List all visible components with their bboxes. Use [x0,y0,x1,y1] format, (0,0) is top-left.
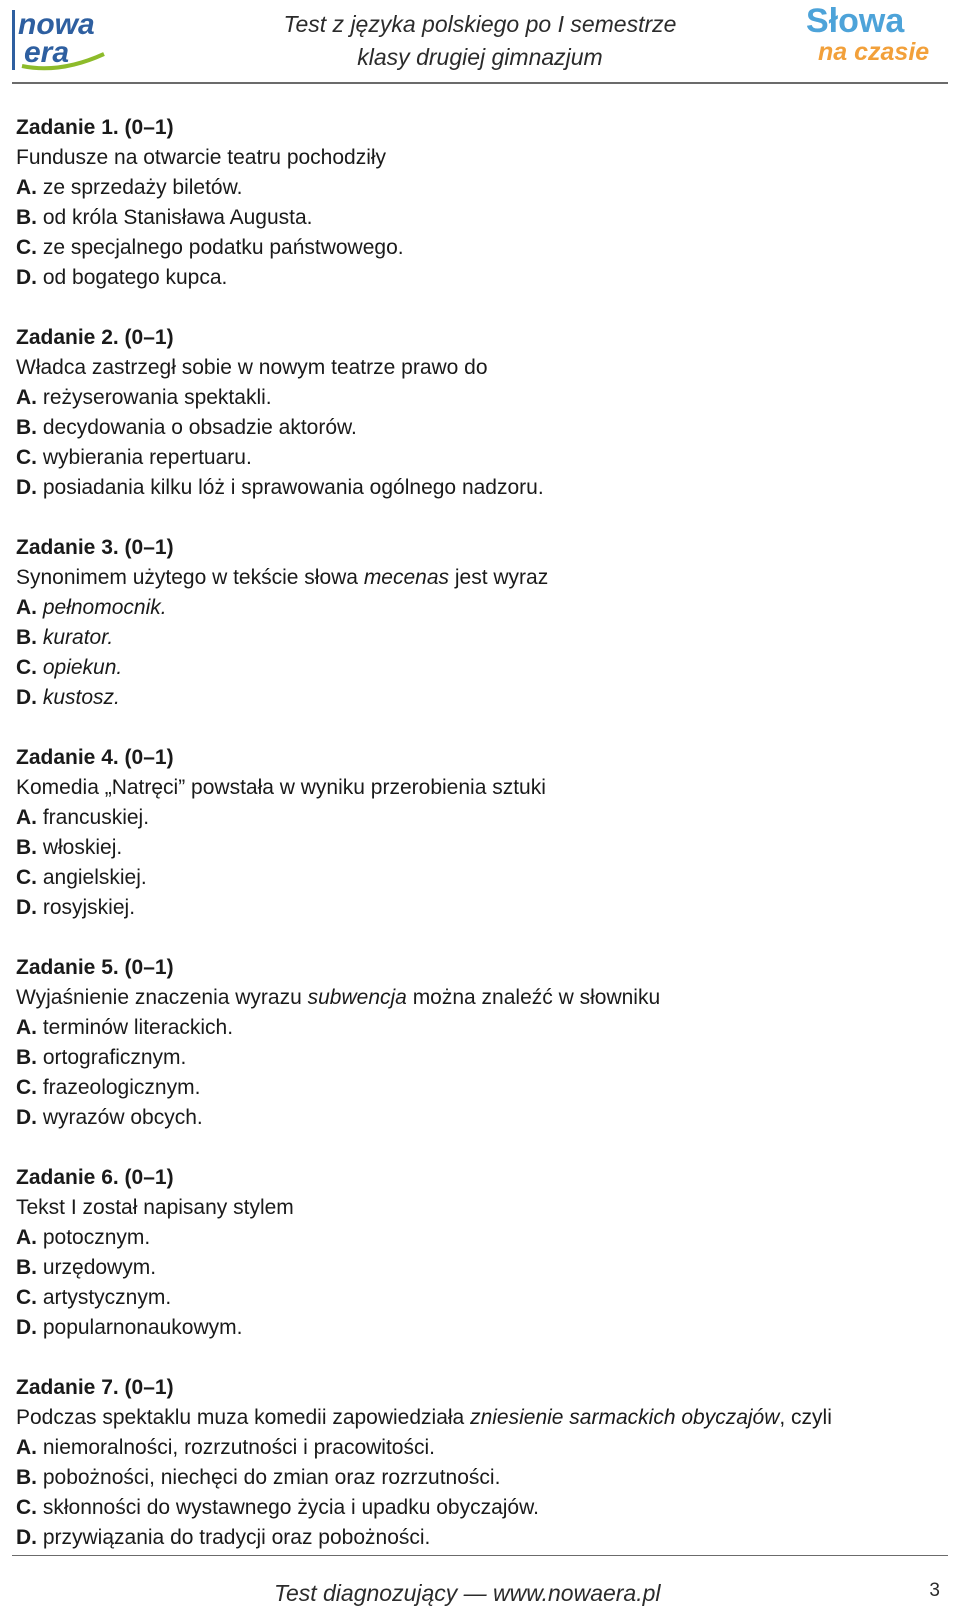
option-text: skłonności do wystawnego życia i upadku obyczajów. [42,1496,539,1519]
slowa-logo-text-1: Słowa [806,2,905,40]
answer-option-a[interactable] [16,593,946,623]
footer-text: Test diagnozujący — www.nowaera.pl [274,1580,661,1606]
task-points: (0–1) [124,956,174,979]
option-text: ze specjalnego podatku państwowego. [42,236,404,259]
header-title-line-1: Test z języka polskiego po I semestrze [283,11,677,37]
option-letter: B. [16,1046,37,1069]
task-question: Fundusze na otwarcie teatru pochodziły [16,146,387,169]
option-text: ze sprzedaży biletów. [42,176,243,199]
task-question [16,1403,946,1433]
task-number: Zadanie 7. [16,1376,119,1399]
answer-option-c[interactable] [16,233,946,263]
option-letter: B. [16,1466,37,1489]
option-letter: B. [16,1256,37,1279]
task-title [16,1373,946,1403]
answer-option-b[interactable] [16,1463,946,1493]
option-text: potocznym. [42,1226,151,1249]
option-letter: C. [16,1286,37,1309]
option-text: włoskiej. [42,836,123,859]
option-letter: D. [16,686,37,709]
option-text: niemoralności, rozrzutności i pracowitości. [42,1436,435,1459]
option-text: posiadania kilku lóż i sprawowania ogólnego nadzoru. [42,476,544,499]
option-text: pobożności, niechęci do zmian oraz rozrzutności. [42,1466,501,1489]
header-divider [12,82,948,84]
task-title [16,323,946,353]
option-letter: D. [16,266,37,289]
answer-option-d[interactable] [16,893,946,923]
answer-option-b[interactable] [16,1253,946,1283]
option-text: kurator. [42,626,114,649]
option-letter: D. [16,896,37,919]
option-text: frazeologicznym. [42,1076,201,1099]
task-number: Zadanie 1. [16,116,119,139]
task-points: (0–1) [124,326,174,349]
slowa-na-czasie-logo [800,0,950,72]
question-text-before: Podczas spektaklu muza komedii zapowiedziała [16,1406,471,1429]
option-letter: A. [16,1436,37,1459]
task-6 [16,1163,946,1343]
option-text: wybierania repertuaru. [42,446,252,469]
option-text: rosyjskiej. [42,896,136,919]
answer-option-a[interactable] [16,1223,946,1253]
option-text: opiekun. [42,656,123,679]
task-points: (0–1) [124,536,174,559]
footer-divider [12,1555,948,1556]
task-points: (0–1) [124,116,174,139]
option-letter: C. [16,1076,37,1099]
task-title [16,743,946,773]
page-number: 3 [929,1580,940,1601]
slowa-logo-text-2: na czasie [818,38,930,66]
option-letter: A. [16,1016,37,1039]
task-number: Zadanie 6. [16,1166,119,1189]
question-text-before: Synonimem użytego w tekście słowa [16,566,364,589]
option-text: reżyserowania spektakli. [42,386,272,409]
option-letter: A. [16,596,37,619]
question-italic-term: zniesienie sarmackich obyczajów [470,1406,780,1429]
answer-option-b[interactable] [16,203,946,233]
option-text: terminów literackich. [42,1016,234,1039]
option-text: popularnonaukowym. [42,1316,243,1339]
task-question [16,983,946,1013]
task-question: Władca zastrzegł sobie w nowym teatrze prawo do [16,356,488,379]
option-text: urzędowym. [42,1256,157,1279]
option-letter: C. [16,866,37,889]
task-2 [16,323,946,503]
task-5 [16,953,946,1133]
task-title [16,113,946,143]
option-letter: A. [16,176,37,199]
option-letter: C. [16,1496,37,1519]
option-letter: A. [16,386,37,409]
answer-option-c[interactable] [16,443,946,473]
answer-option-a[interactable] [16,383,946,413]
option-letter: C. [16,446,37,469]
answer-option-c[interactable] [16,1073,946,1103]
task-points: (0–1) [124,746,174,769]
task-number: Zadanie 4. [16,746,119,769]
option-text: kustosz. [42,686,120,709]
option-letter: B. [16,626,37,649]
question-italic-term: subwencja [307,986,407,1009]
option-text: od króla Stanisława Augusta. [42,206,313,229]
question-text-after: , czyli [779,1406,832,1429]
option-letter: D. [16,1526,37,1549]
answer-option-d[interactable] [16,1103,946,1133]
option-text: ortograficznym. [42,1046,187,1069]
question-text-after: można znaleźć w słowniku [406,986,661,1009]
task-number: Zadanie 5. [16,956,119,979]
nowa-era-logo [12,4,108,72]
option-letter: D. [16,476,37,499]
option-text: francuskiej. [42,806,150,829]
answer-option-b[interactable] [16,1043,946,1073]
nowa-era-logo-text-2: era [24,36,70,69]
answer-option-a[interactable] [16,1433,946,1463]
page-header [0,0,960,86]
answer-option-b[interactable] [16,833,946,863]
option-text: angielskiej. [42,866,147,889]
option-text: wyrazów obcych. [42,1106,203,1129]
task-title [16,533,946,563]
task-title [16,953,946,983]
answer-option-a[interactable] [16,803,946,833]
task-question [16,563,946,593]
answer-option-b[interactable] [16,623,946,653]
answer-option-b[interactable] [16,413,946,443]
option-text: decydowania o obsadzie aktorów. [42,416,357,439]
task-number: Zadanie 2. [16,326,119,349]
task-points: (0–1) [124,1166,174,1189]
option-letter: C. [16,236,37,259]
question-text-before: Wyjaśnienie znaczenia wyrazu [16,986,308,1009]
answer-option-d[interactable] [16,683,946,713]
option-letter: D. [16,1106,37,1129]
answer-option-d[interactable] [16,473,946,503]
answer-option-d[interactable] [16,1313,946,1343]
option-letter: B. [16,416,37,439]
option-letter: A. [16,1226,37,1249]
option-text: artystycznym. [42,1286,172,1309]
option-letter: B. [16,836,37,859]
answer-option-c[interactable] [16,653,946,683]
answer-option-a[interactable] [16,173,946,203]
answer-option-c[interactable] [16,1493,946,1523]
header-title-line-2: klasy drugiej gimnazjum [357,44,603,70]
answer-option-d[interactable] [16,1523,946,1553]
task-question: Komedia „Natręci” powstała w wyniku przerobienia sztuki [16,776,546,799]
answer-option-a[interactable] [16,1013,946,1043]
option-text: pełnomocnik. [42,596,167,619]
question-text-after: jest wyraz [449,566,549,589]
question-italic-term: mecenas [363,566,450,589]
option-letter: B. [16,206,37,229]
option-letter: D. [16,1316,37,1339]
header-title [200,8,760,74]
answer-option-c[interactable] [16,863,946,893]
task-number: Zadanie 3. [16,536,119,559]
task-4 [16,743,946,923]
option-letter: C. [16,656,37,679]
answer-option-d[interactable] [16,263,946,293]
answer-option-c[interactable] [16,1283,946,1313]
task-title [16,1163,946,1193]
nowa-era-logo-text-1: nowa [18,8,95,41]
task-1 [16,113,946,293]
option-text: przywiązania do tradycji oraz pobożności. [42,1526,431,1549]
task-3 [16,533,946,713]
option-text: od bogatego kupca. [42,266,228,289]
task-question: Tekst I został napisany stylem [16,1196,294,1219]
option-letter: A. [16,806,37,829]
task-points: (0–1) [124,1376,174,1399]
task-7 [16,1373,946,1553]
test-content [16,113,946,1583]
